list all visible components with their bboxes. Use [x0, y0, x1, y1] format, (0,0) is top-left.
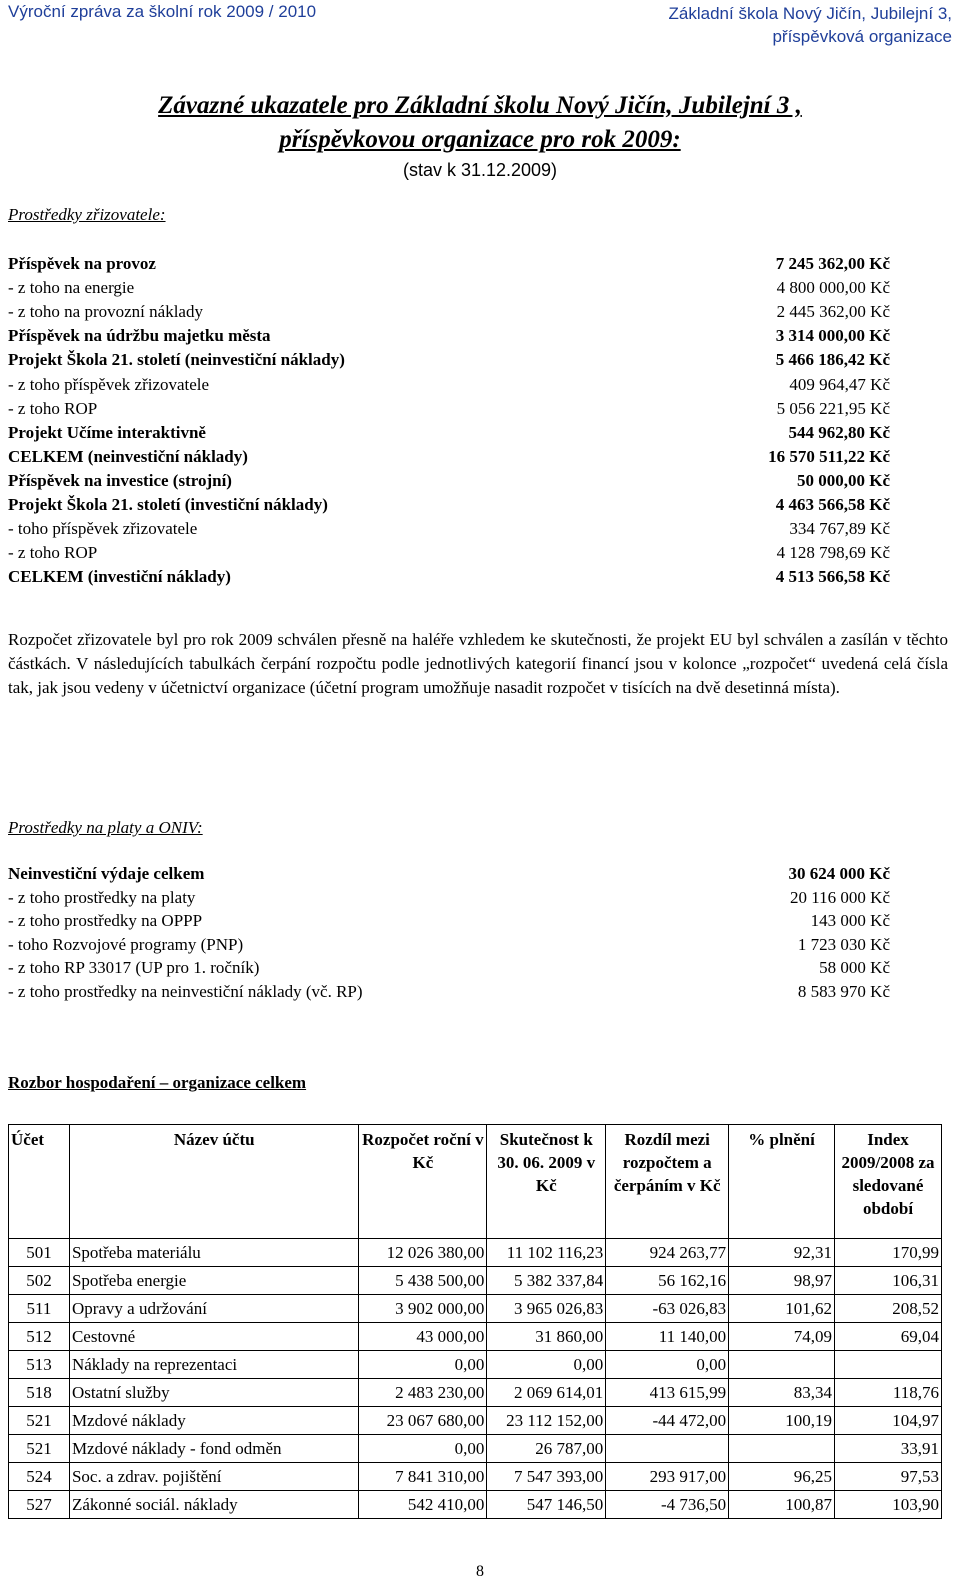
list-item [8, 982, 890, 1006]
index-cell: 106,31 [835, 1267, 942, 1295]
ucet-cell: 524 [9, 1463, 70, 1491]
nazev-cell: Mzdové náklady - fond odměn [69, 1435, 359, 1463]
item-value: 544 962,80 Kč [788, 422, 890, 442]
nazev-cell: Náklady na reprezentaci [69, 1351, 359, 1379]
rozdil-cell: -63 026,83 [606, 1295, 729, 1323]
item-value: 58 000 Kč [819, 958, 890, 978]
table-row [9, 1239, 942, 1267]
list-item [8, 471, 890, 495]
item-value: 5 056 221,95 Kč [776, 398, 890, 418]
item-value: 50 000,00 Kč [796, 470, 890, 490]
skutecnost-cell: 5 382 337,84 [487, 1267, 606, 1295]
rozdil-cell: 924 263,77 [606, 1239, 729, 1267]
rozdil-cell: -44 472,00 [606, 1407, 729, 1435]
col-header-rozdil: Rozdíl mezi rozpočtem a čerpáním v Kč [606, 1125, 729, 1239]
item-value: 16 570 511,22 Kč [768, 446, 890, 466]
plneni-cell: 83,34 [729, 1379, 835, 1407]
list-item [8, 326, 890, 350]
ucet-cell: 527 [9, 1491, 70, 1519]
index-cell: 103,90 [835, 1491, 942, 1519]
list-item [8, 958, 890, 982]
rozpocet-cell: 23 067 680,00 [359, 1407, 487, 1435]
nazev-cell: Soc. a zdrav. pojištění [69, 1463, 359, 1491]
item-label: - z toho prostředky na OPPP [8, 911, 203, 931]
report-header-left: Výroční zpráva za školní rok 2009 / 2010 [8, 2, 317, 21]
table-header-row [9, 1125, 942, 1239]
plneni-cell: 101,62 [729, 1295, 835, 1323]
nazev-cell: Ostatní služby [69, 1379, 359, 1407]
index-cell: 170,99 [835, 1239, 942, 1267]
rozpocet-cell: 3 902 000,00 [359, 1295, 487, 1323]
skutecnost-cell: 7 547 393,00 [487, 1463, 606, 1491]
report-header-right [592, 2, 952, 48]
rozbor-table [8, 1124, 942, 1519]
plneni-cell: 96,25 [729, 1463, 835, 1491]
item-label: Neinvestiční výdaje celkem [8, 864, 205, 883]
index-cell: 104,97 [835, 1407, 942, 1435]
ucet-cell: 512 [9, 1323, 70, 1351]
item-label: Příspěvek na údržbu majetku města [8, 326, 271, 346]
rozpocet-cell: 12 026 380,00 [359, 1239, 487, 1267]
section-heading-platy: Prostředky na platy a ONIV: [8, 818, 203, 837]
table-row [9, 1379, 942, 1407]
item-label: CELKEM (investiční náklady) [8, 567, 231, 587]
table-row [9, 1435, 942, 1463]
nazev-cell: Spotřeba materiálu [69, 1239, 359, 1267]
nazev-cell: Cestovné [69, 1323, 359, 1351]
skutecnost-cell: 547 146,50 [487, 1491, 606, 1519]
col-header-skutecnost: Skutečnost k 30. 06. 2009 v Kč [487, 1125, 606, 1239]
skutecnost-cell: 23 112 152,00 [487, 1407, 606, 1435]
list-item [8, 567, 890, 591]
item-label: Příspěvek na provoz [8, 254, 156, 273]
plneni-cell: 98,97 [729, 1267, 835, 1295]
item-label: Projekt Učíme interaktivně [8, 422, 206, 442]
nazev-cell: Mzdové náklady [69, 1407, 359, 1435]
index-cell [835, 1351, 942, 1379]
item-value: 20 116 000 Kč [790, 887, 890, 907]
list-item [8, 935, 890, 959]
table-row [9, 1323, 942, 1351]
item-label: - toho příspěvek zřizovatele [8, 519, 198, 539]
table-row [9, 1295, 942, 1323]
skutecnost-cell: 11 102 116,23 [487, 1239, 606, 1267]
list-item [8, 447, 890, 471]
item-label: - z toho prostředky na neinvestiční náklady (vč. RP) [8, 982, 363, 1001]
list-item [8, 375, 890, 399]
list-item [8, 495, 890, 519]
plneni-cell: 74,09 [729, 1323, 835, 1351]
index-cell: 97,53 [835, 1463, 942, 1491]
col-header-nazev: Název účtu [69, 1125, 359, 1239]
item-value: 2 445 362,00 Kč [776, 302, 890, 322]
item-label: - z toho na provozní náklady [8, 302, 203, 322]
page-number: 8 [476, 1563, 484, 1580]
index-cell: 208,52 [835, 1295, 942, 1323]
item-value: 7 245 362,00 Kč [775, 254, 890, 273]
item-value: 8 583 970 Kč [797, 982, 890, 1001]
item-value: 143 000 Kč [810, 911, 890, 931]
rozpocet-cell: 7 841 310,00 [359, 1463, 487, 1491]
plneni-cell: 92,31 [729, 1239, 835, 1267]
item-label: Projekt Škola 21. století (neinvestiční náklady) [8, 350, 345, 370]
school-name: Základní škola Nový Jičín, Jubilejní 3, [668, 4, 952, 23]
ucet-cell: 513 [9, 1351, 70, 1379]
ucet-cell: 502 [9, 1267, 70, 1295]
ucet-cell: 511 [9, 1295, 70, 1323]
rozdil-cell: -4 736,50 [606, 1491, 729, 1519]
item-value: 334 767,89 Kč [789, 519, 890, 539]
list-item [8, 278, 890, 302]
ucet-cell: 521 [9, 1435, 70, 1463]
rozpocet-cell: 0,00 [359, 1435, 487, 1463]
item-label: Příspěvek na investice (strojní) [8, 470, 232, 490]
index-cell: 118,76 [835, 1379, 942, 1407]
list-item [8, 911, 890, 935]
list-item [8, 350, 890, 374]
plneni-cell: 100,87 [729, 1491, 835, 1519]
item-value: 4 463 566,58 Kč [775, 495, 890, 514]
skutecnost-cell: 2 069 614,01 [487, 1379, 606, 1407]
item-value: 1 723 030 Kč [797, 934, 890, 954]
skutecnost-cell: 26 787,00 [487, 1435, 606, 1463]
item-label: - toho Rozvojové programy (PNP) [8, 934, 244, 954]
page-title-line1: Závazné ukazatele pro Základní školu Nový Jičín, Jubilejní 3 , [158, 92, 802, 119]
item-value: 3 314 000,00 Kč [775, 326, 890, 346]
item-value: 4 800 000,00 Kč [776, 278, 890, 298]
rozpocet-cell: 542 410,00 [359, 1491, 487, 1519]
skutecnost-cell: 3 965 026,83 [487, 1295, 606, 1323]
rozdil-cell: 11 140,00 [606, 1323, 729, 1351]
section-heading-rozbor: Rozbor hospodaření – organizace celkem [8, 1073, 307, 1092]
list-item [8, 864, 890, 888]
table-row [9, 1351, 942, 1379]
budget-paragraph: Rozpočet zřizovatele byl pro rok 2009 schválen přesně na haléře vzhledem ke skutečnosti, že projekt EU byl schválen a zasílán v těchto částkách. V následujících tabulkách čerpání rozpočtu podle jednotlivých kategorií financí jsou v kolonce „rozpočet“ uvedená celá čísla tak, jak jsou vedeny v účetnictví organizace (účetní program umožňuje nasadit rozpočet v tisících na dvě desetinná místa). [8, 630, 948, 697]
item-label: CELKEM (neinvestiční náklady) [8, 446, 248, 466]
rozdil-cell: 56 162,16 [606, 1267, 729, 1295]
list-item [8, 399, 890, 423]
item-value: 4 128 798,69 Kč [776, 543, 890, 563]
list-item [8, 423, 890, 447]
nazev-cell: Spotřeba energie [69, 1267, 359, 1295]
ucet-cell: 501 [9, 1239, 70, 1267]
rozpocet-cell: 43 000,00 [359, 1323, 487, 1351]
list-item [8, 302, 890, 326]
skutecnost-cell: 0,00 [487, 1351, 606, 1379]
list-item [8, 254, 890, 278]
item-label: - z toho RP 33017 (UP pro 1. ročník) [8, 958, 260, 978]
section-heading-zrizovatel: Prostředky zřizovatele: [8, 205, 166, 224]
item-value: 30 624 000 Kč [788, 864, 890, 883]
col-header-plneni: % plnění [729, 1125, 835, 1239]
rozpocet-cell: 5 438 500,00 [359, 1267, 487, 1295]
item-label: - z toho příspěvek zřizovatele [8, 374, 210, 394]
list-item [8, 888, 890, 912]
col-header-rozpocet: Rozpočet roční v Kč [359, 1125, 487, 1239]
table-row [9, 1491, 942, 1519]
col-header-index: Index 2009/2008 za sledované období [835, 1125, 942, 1239]
item-value: 409 964,47 Kč [789, 374, 890, 394]
rozdil-cell: 0,00 [606, 1351, 729, 1379]
item-value: 4 513 566,58 Kč [775, 567, 890, 587]
plneni-cell [729, 1351, 835, 1379]
item-label: - z toho ROP [8, 398, 98, 418]
nazev-cell: Zákonné sociál. náklady [69, 1491, 359, 1519]
rozpocet-cell: 2 483 230,00 [359, 1379, 487, 1407]
plneni-cell [729, 1435, 835, 1463]
item-label: - z toho prostředky na platy [8, 887, 196, 907]
list-item [8, 519, 890, 543]
skutecnost-cell: 31 860,00 [487, 1323, 606, 1351]
rozdil-cell: 293 917,00 [606, 1463, 729, 1491]
ucet-cell: 521 [9, 1407, 70, 1435]
table-row [9, 1267, 942, 1295]
item-value: 5 466 186,42 Kč [775, 350, 890, 370]
col-header-ucet: Účet [9, 1125, 70, 1239]
plneni-cell: 100,19 [729, 1407, 835, 1435]
item-label: - z toho ROP [8, 543, 98, 563]
index-cell: 33,91 [835, 1435, 942, 1463]
nazev-cell: Opravy a udržování [69, 1295, 359, 1323]
index-cell: 69,04 [835, 1323, 942, 1351]
table-row [9, 1463, 942, 1491]
rozdil-cell: 413 615,99 [606, 1379, 729, 1407]
list-item [8, 543, 890, 567]
ucet-cell: 518 [9, 1379, 70, 1407]
page-title-line2: příspěvkovou organizace pro rok 2009: [279, 126, 681, 153]
item-label: - z toho na energie [8, 278, 135, 298]
status-date: (stav k 31.12.2009) [402, 160, 558, 180]
rozdil-cell [606, 1435, 729, 1463]
item-label: Projekt Škola 21. století (investiční náklady) [8, 495, 328, 514]
rozpocet-cell: 0,00 [359, 1351, 487, 1379]
table-row [9, 1407, 942, 1435]
school-type: příspěvková organizace [772, 27, 952, 46]
